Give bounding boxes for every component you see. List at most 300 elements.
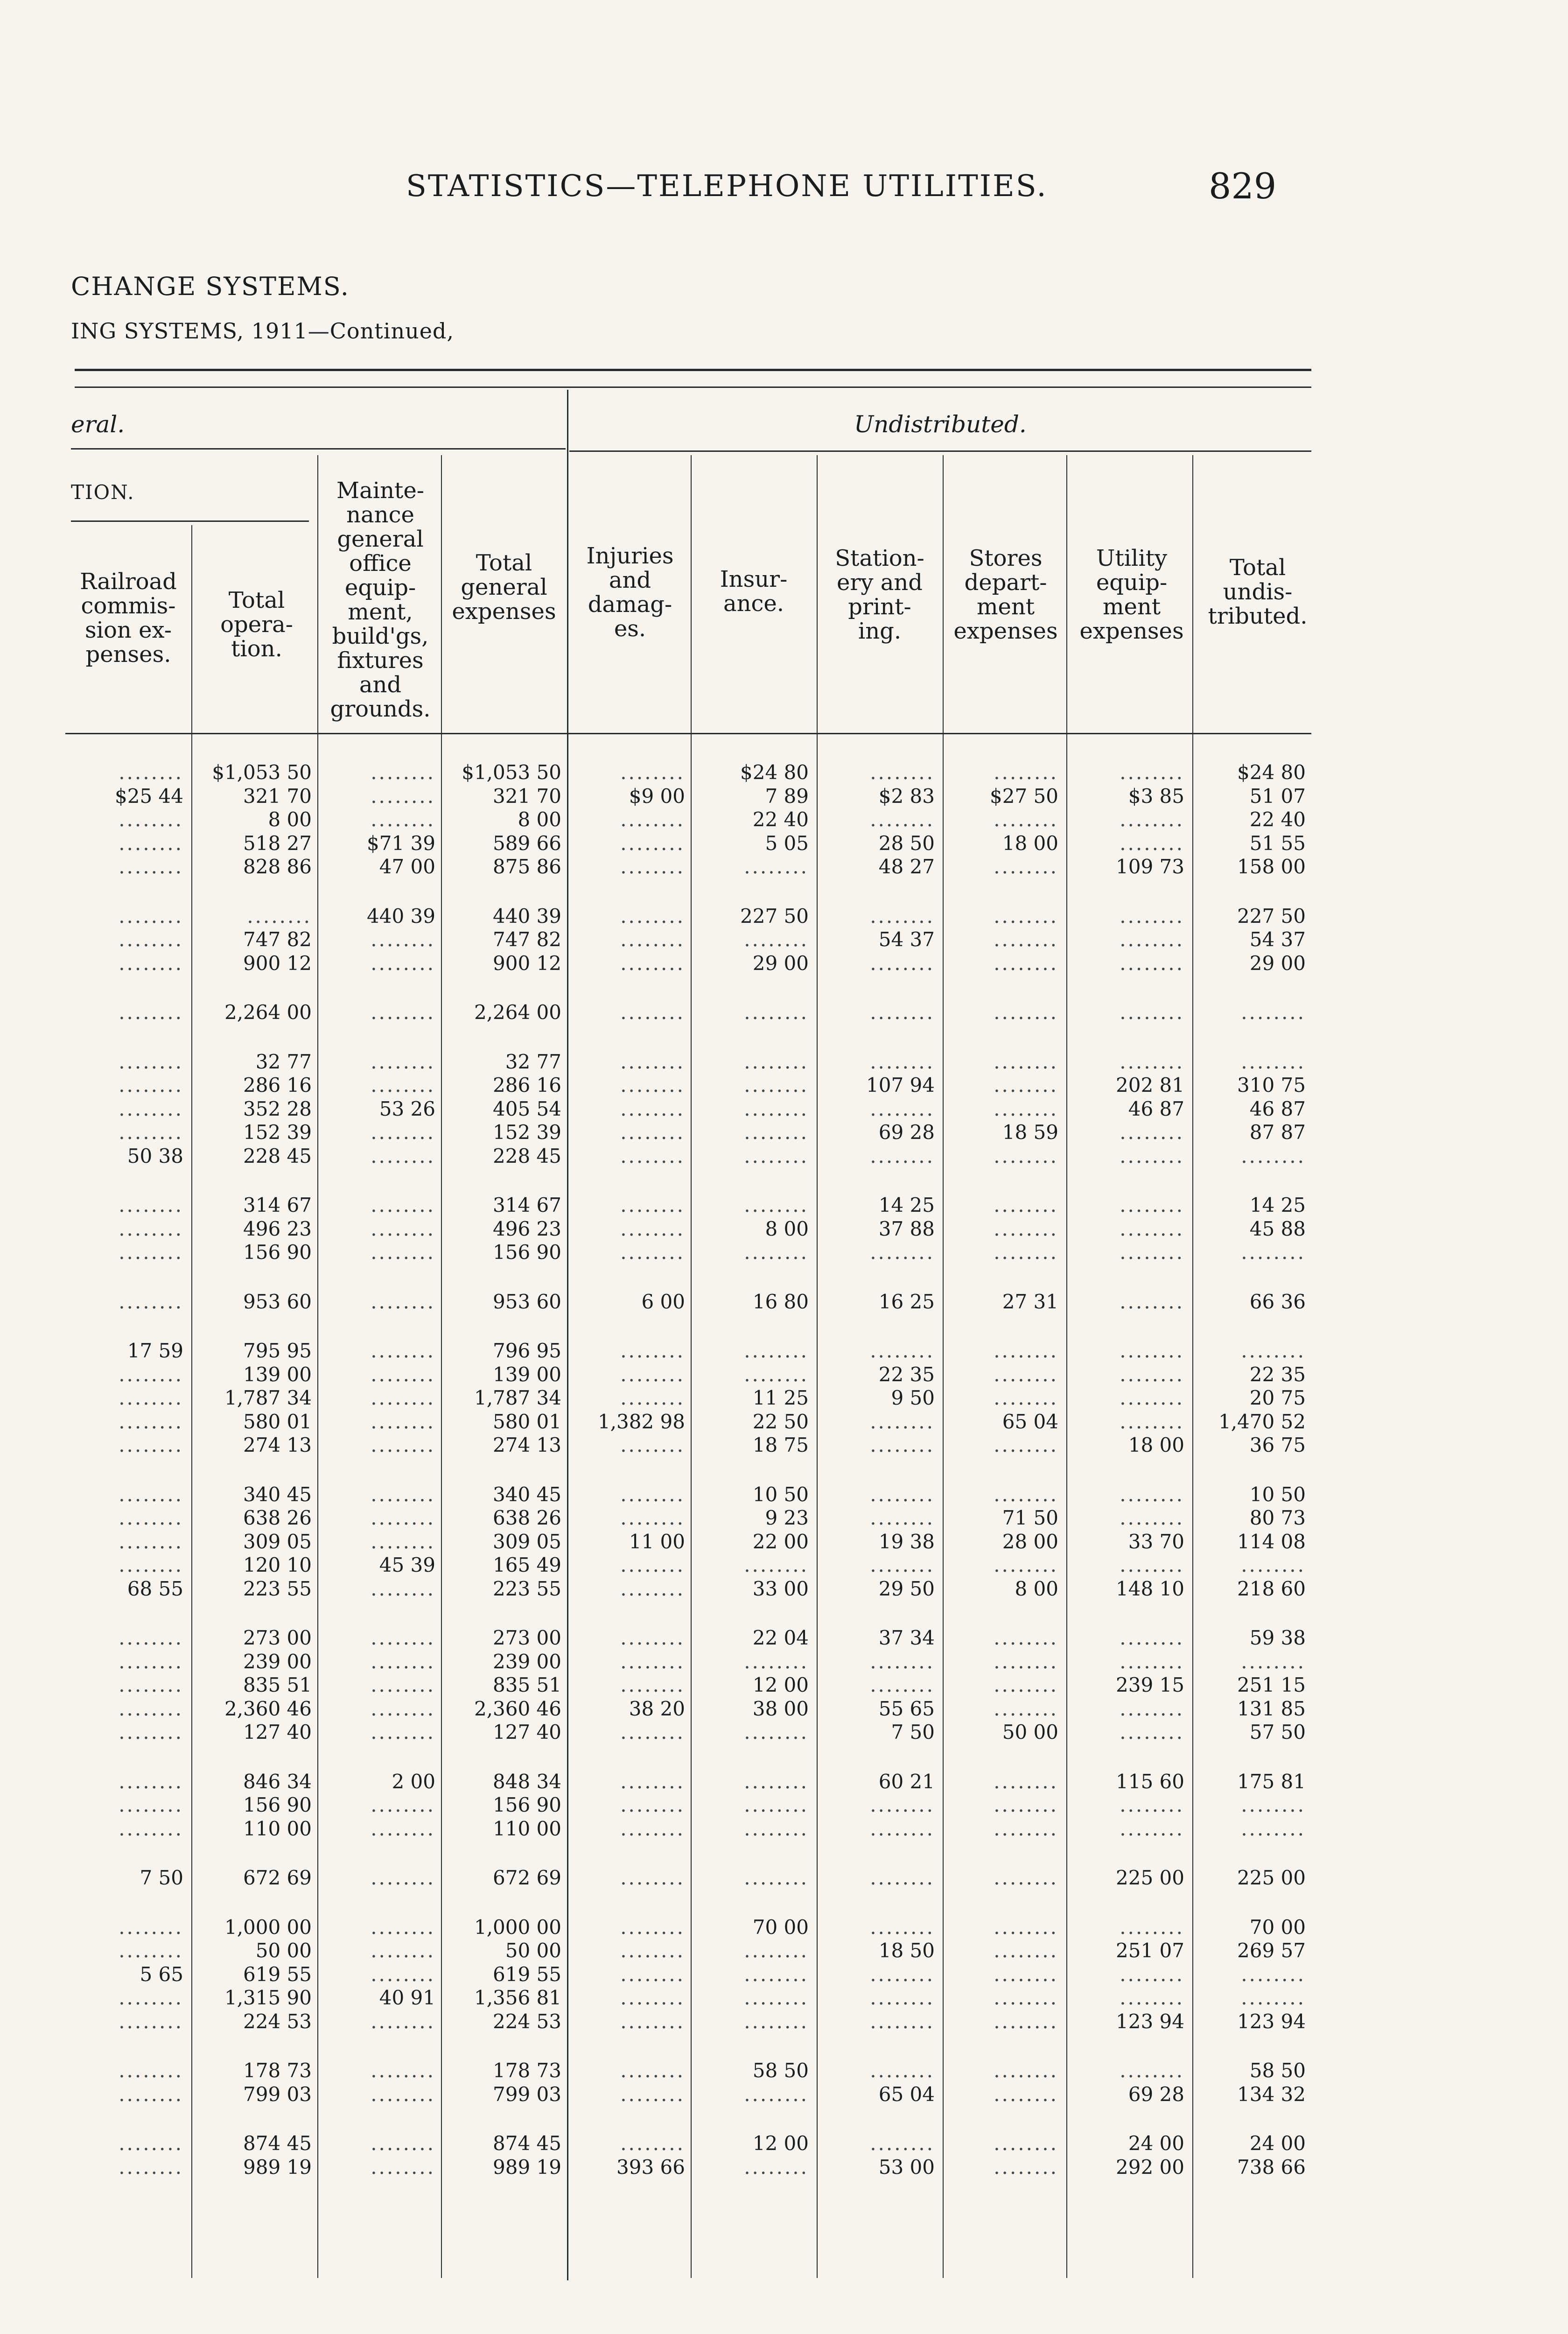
table-cell: 22 40 [752,808,809,831]
table-cell: ........ [620,1386,685,1409]
table-cell: $24 80 [740,761,809,784]
table-row [65,1434,1311,1457]
table-cell: 20 75 [1249,1386,1306,1409]
table-cell: ........ [1120,1721,1184,1743]
table-cell: ........ [870,1241,935,1264]
table-cell: 19 38 [878,1530,935,1553]
table-cell: ........ [994,904,1058,928]
table-cell: ........ [620,904,685,928]
table-cell: ........ [1120,1121,1184,1144]
table-cell: ........ [994,2155,1058,2179]
table-cell: 846 34 [243,1770,312,1793]
table-cell: ........ [994,1074,1058,1097]
table-cell: 518 27 [243,831,312,855]
table-cell: ........ [870,1554,935,1576]
table-cell: 165 49 [493,1554,561,1576]
table-cell: ........ [119,808,183,831]
table-cell: ........ [371,1866,435,1889]
table-cell: 619 55 [243,1962,312,1986]
table-cell: ........ [371,784,435,808]
table-row [65,1817,1311,1841]
table-cell: 139 00 [493,1363,561,1386]
table-cell: ........ [744,1339,809,1362]
table-cell: ........ [620,1050,685,1073]
table-cell: ........ [744,1721,809,1743]
table-cell: 828 86 [243,855,312,878]
table-cell: ........ [870,1506,935,1529]
table-cell: 6 00 [641,1290,685,1313]
table-cell: 393 66 [616,2155,685,2179]
table-cell: 11 00 [629,1530,685,1553]
table-cell: 18 00 [1128,1434,1184,1456]
table-cell: ........ [870,2059,935,2082]
table-cell: 16 25 [878,1290,935,1313]
table-cell: 273 00 [493,1626,561,1649]
table-cell: ........ [620,2010,685,2033]
table-cell: ........ [994,1554,1058,1576]
table-row [65,1986,1311,2010]
table-cell: 738 66 [1237,2155,1306,2179]
table-cell: 22 04 [752,1626,809,1649]
table-cell: ........ [620,1673,685,1696]
table-row [65,1793,1311,1817]
table-cell: ........ [1241,1339,1306,1362]
table-row [65,1554,1311,1577]
table-cell: 309 05 [493,1530,561,1553]
table-cell: 440 39 [493,904,561,928]
table-cell: 580 01 [493,1410,561,1433]
table-cell: ........ [1241,1050,1306,1073]
table-cell: 178 73 [243,2059,312,2082]
table-cell: ........ [620,1144,685,1167]
table-cell: ........ [119,855,183,878]
table-cell: ........ [994,1050,1058,1073]
table-cell: ........ [744,2082,809,2106]
table-cell: 69 28 [878,1121,935,1144]
table-cell: 71 50 [1002,1506,1058,1529]
table-cell: ........ [994,1217,1058,1240]
table-cell: ........ [620,1577,685,1600]
table-cell: 29 00 [1249,951,1306,975]
table-row [65,1697,1311,1721]
table-cell: 28 50 [878,831,935,855]
table-cell: 8 00 [765,1217,809,1240]
table-cell: ........ [1120,1915,1184,1939]
table-cell: ........ [1241,1241,1306,1264]
table-cell: 5 65 [140,1962,183,1986]
table-cell: ........ [620,1939,685,1962]
table-cell: 16 80 [752,1290,809,1313]
table-row [65,1241,1311,1265]
table-cell: ........ [620,1721,685,1743]
table-cell: ........ [870,1986,935,2009]
table-cell: ........ [994,1144,1058,1167]
table-cell: ........ [620,2059,685,2082]
table-cell: ........ [870,951,935,975]
table-row [65,2083,1311,2107]
table-cell: ........ [119,1554,183,1576]
table-cell: 796 95 [493,1339,561,1362]
table-row [65,761,1311,785]
table-cell: 224 53 [243,2010,312,2033]
table-cell: ........ [371,1697,435,1720]
table-cell: 7 50 [140,1866,183,1889]
table-cell: 1,787 34 [474,1386,561,1409]
table-row [65,1673,1311,1697]
table-cell: 29 50 [878,1577,935,1600]
table-cell: ........ [994,808,1058,831]
table-cell: ........ [620,1986,685,2009]
table-cell: ........ [119,1410,183,1433]
table-cell: ........ [744,1074,809,1097]
table-cell: ........ [119,2082,183,2106]
table-cell: 37 34 [878,1626,935,1649]
table-cell: 1,000 00 [474,1915,561,1939]
table-cell: 251 15 [1237,1673,1306,1696]
table-row [65,2010,1311,2034]
table-cell: ........ [119,1770,183,1793]
table-cell: ........ [1120,904,1184,928]
table-cell: ........ [371,1241,435,1264]
table-cell: ........ [620,1194,685,1216]
table-cell: ........ [620,1074,685,1097]
table-cell: ........ [119,1074,183,1097]
table-cell: 32 77 [255,1050,312,1073]
table-cell: ........ [119,1386,183,1409]
table-cell: 152 39 [243,1121,312,1144]
col-header-railroad: Railroad commis- sion ex- penses. [80,569,177,668]
table-cell: ........ [119,1650,183,1673]
table-cell: ........ [994,1962,1058,1986]
table-row [65,1001,1311,1025]
table-cell: ........ [744,855,809,878]
table-cell: 148 10 [1116,1577,1184,1600]
table-cell: 178 73 [493,2059,561,2082]
table-cell: 835 51 [493,1673,561,1696]
table-row [65,1386,1311,1410]
table-cell: ........ [744,1001,809,1024]
table-cell: ........ [994,2082,1058,2106]
table-cell: 874 45 [493,2132,561,2155]
table-cell: 1,470 52 [1218,1410,1306,1433]
table-cell: $1,053 50 [462,761,561,784]
table-cell: ........ [371,1410,435,1433]
table-cell: ........ [119,761,183,784]
table-cell: ........ [620,1217,685,1240]
table-cell: 50 00 [1002,1721,1058,1743]
table-cell: ........ [371,1290,435,1313]
table-cell: 33 70 [1128,1530,1184,1553]
table-cell: ........ [371,1817,435,1840]
table-cell: ........ [744,1650,809,1673]
table-cell: 799 03 [493,2082,561,2106]
table-cell: 989 19 [493,2155,561,2179]
table-cell: ........ [1120,1410,1184,1433]
table-cell: ........ [870,1097,935,1120]
table-cell: ........ [1120,1626,1184,1649]
table-cell: 340 45 [243,1483,312,1506]
table-cell: 69 28 [1128,2082,1184,2106]
table-cell: ........ [994,1986,1058,2009]
table-cell: ........ [870,1339,935,1362]
table-cell: ........ [371,1074,435,1097]
table-cell: ........ [371,1144,435,1167]
table-cell: 8 00 [1015,1577,1058,1600]
table-cell: 900 12 [493,951,561,975]
table-cell: ........ [744,1817,809,1840]
table-cell: ........ [994,1097,1058,1120]
table-cell: ........ [994,1697,1058,1720]
table-cell: 51 55 [1249,831,1306,855]
table-cell: 46 87 [1249,1097,1306,1120]
table-cell: 127 40 [243,1721,312,1743]
table-cell: 70 00 [752,1915,809,1939]
table-cell: 7 50 [891,1721,935,1743]
table-cell: ........ [620,1770,685,1793]
table-cell: 227 50 [740,904,809,928]
table-cell: ........ [620,1506,685,1529]
table-cell: ........ [371,1001,435,1024]
section-heading: CHANGE SYSTEMS. [71,272,350,301]
table-row [65,785,1311,808]
table-cell: ........ [1120,831,1184,855]
table-cell: ........ [1120,1554,1184,1576]
table-row [65,1963,1311,1987]
table-cell: 875 86 [493,855,561,878]
table-cell: ........ [371,1050,435,1073]
table-row [65,1097,1311,1121]
table-cell: ........ [870,1650,935,1673]
table-cell: ........ [1241,1817,1306,1840]
table-cell: 274 13 [243,1434,312,1456]
table-cell: 224 53 [493,2010,561,2033]
top-rule-2 [75,387,1311,388]
table-cell: ........ [119,951,183,975]
table-cell: ........ [119,1986,183,2009]
table-cell: ........ [744,1939,809,1962]
table-cell: ........ [1120,1217,1184,1240]
table-cell: 14 25 [1249,1194,1306,1216]
table-cell: ........ [1241,1001,1306,1024]
table-cell: ........ [994,1626,1058,1649]
table-cell: ........ [371,2082,435,2106]
table-row [65,1916,1311,1940]
table-cell: 18 75 [752,1434,809,1456]
table-row [65,1217,1311,1241]
table-cell: 269 57 [1237,1939,1306,1962]
table-cell: ........ [119,1817,183,1840]
table-cell: 46 87 [1128,1097,1184,1120]
table-cell: ........ [744,1194,809,1216]
table-cell: ........ [371,1577,435,1600]
table-cell: ........ [371,1386,435,1409]
table-cell: 24 00 [1249,2132,1306,2155]
table-cell: 8 00 [268,808,312,831]
table-cell: ........ [1120,1793,1184,1816]
table-cell: ........ [371,1217,435,1240]
table-cell: ........ [994,1241,1058,1264]
table-cell: 580 01 [243,1410,312,1433]
table-cell: $71 39 [367,831,435,855]
table-cell: 2,264 00 [474,1001,561,1024]
table-cell: ........ [620,831,685,855]
table-cell: 953 60 [243,1290,312,1313]
table-cell: 40 91 [379,1986,435,2009]
table-cell: 45 39 [379,1554,435,1576]
table-cell: 14 25 [878,1194,935,1216]
table-row [65,1145,1311,1168]
table-cell: ........ [744,1962,809,1986]
table-body [65,761,1311,2179]
table-row [65,1721,1311,1744]
table-cell: 900 12 [243,951,312,975]
table-cell: 114 08 [1237,1530,1306,1553]
table-cell: ........ [994,855,1058,878]
table-cell: 53 00 [878,2155,935,2179]
table-caption: ING SYSTEMS, 1911—Continued, [71,318,454,344]
table-cell: 9 50 [891,1386,935,1409]
table-cell: ........ [119,904,183,928]
table-cell: ........ [1241,1962,1306,1986]
group-rule-left [71,448,566,450]
table-cell: 223 55 [493,1577,561,1600]
table-cell: 638 26 [243,1506,312,1529]
table-cell: ........ [994,2010,1058,2033]
table-cell: ........ [1241,1554,1306,1576]
table-cell: ........ [371,2059,435,2082]
table-cell: ........ [994,1673,1058,1696]
table-cell: ........ [119,2059,183,2082]
table-cell: ........ [620,1915,685,1939]
table-cell: 1,787 34 [224,1386,312,1409]
table-cell: 80 73 [1249,1506,1306,1529]
table-cell: ........ [371,1506,435,1529]
table-cell: ........ [994,1650,1058,1673]
table-cell: 110 00 [493,1817,561,1840]
table-cell: ........ [1120,1483,1184,1506]
table-cell: ........ [620,1339,685,1362]
table-cell: 65 04 [878,2082,935,2106]
col-header-utility: Utility equip- ment expenses [1079,545,1184,644]
table-cell: 107 94 [866,1074,935,1097]
table-cell: 50 38 [127,1144,183,1167]
table-cell: 123 94 [1116,2010,1184,2033]
table-cell: ........ [994,1866,1058,1889]
table-cell: ........ [870,1962,935,1986]
table-cell: ........ [1241,1650,1306,1673]
table-cell: ........ [1120,1986,1184,2009]
table-cell: ........ [371,1434,435,1456]
table-cell: ........ [1120,1386,1184,1409]
table-cell: ........ [1241,1793,1306,1816]
table-cell: ........ [870,1866,935,1889]
col-header-total-operation: Total opera- tion. [220,587,293,662]
table-cell: 32 77 [505,1050,561,1073]
table-cell: ........ [870,1915,935,1939]
table-cell: 50 00 [255,1939,312,1962]
table-cell: ........ [371,2132,435,2155]
table-row [65,1939,1311,1963]
table-cell: ........ [119,1121,183,1144]
table-cell: 405 54 [493,1097,561,1120]
table-cell: ........ [371,2010,435,2033]
table-cell: ........ [620,1434,685,1456]
table-cell: ........ [119,1506,183,1529]
group-header-general: eral. [71,411,125,438]
table-cell: 2,360 46 [224,1697,312,1720]
col-header-insurance: Insur- ance. [720,566,788,617]
table-row [65,1770,1311,1794]
table-cell: 48 27 [878,855,935,878]
table-cell: 12 00 [752,2132,809,2155]
table-cell: 218 60 [1237,1577,1306,1600]
table-cell: ........ [744,1986,809,2009]
table-cell: ........ [1120,1506,1184,1529]
table-cell: ........ [620,1793,685,1816]
table-cell: 440 39 [367,904,435,928]
table-row [65,1121,1311,1145]
table-cell: ........ [620,2082,685,2106]
table-cell: 58 50 [1249,2059,1306,2082]
table-cell: ........ [870,2010,935,2033]
table-cell: ........ [994,1001,1058,1024]
table-cell: 24 00 [1128,2132,1184,2155]
table-row [65,1530,1311,1554]
table-cell: ........ [1120,1339,1184,1362]
table-cell: 672 69 [493,1866,561,1889]
table-cell: ........ [371,1962,435,1986]
table-cell: 36 75 [1249,1434,1306,1456]
table-cell: 589 66 [493,831,561,855]
table-cell: 50 00 [505,1939,561,1962]
table-cell: ........ [744,1241,809,1264]
table-cell: ........ [1120,2059,1184,2082]
table-cell: 292 00 [1116,2155,1184,2179]
table-cell: 123 94 [1237,2010,1306,2033]
table-cell: 496 23 [493,1217,561,1240]
table-cell: ........ [371,1721,435,1743]
table-cell: ........ [371,2155,435,2179]
table-cell: ........ [744,2010,809,2033]
table-cell: 9 23 [765,1506,809,1529]
table-cell: 321 70 [493,784,561,808]
table-cell: 286 16 [493,1074,561,1097]
table-cell: 68 55 [127,1577,183,1600]
table-cell: ........ [1120,1001,1184,1024]
table-cell: 38 20 [629,1697,685,1720]
table-cell: 60 21 [878,1770,935,1793]
table-cell: 65 04 [1002,1410,1058,1433]
table-cell: 22 50 [752,1410,809,1433]
table-cell: ........ [1241,1144,1306,1167]
table-cell: ........ [870,761,935,784]
table-row [65,1483,1311,1507]
table-cell: 158 00 [1237,855,1306,878]
top-rule [75,369,1311,371]
table-cell: ........ [994,951,1058,975]
table-cell: ........ [744,1050,809,1073]
table-cell: 799 03 [243,2082,312,2106]
table-cell: 251 07 [1116,1939,1184,1962]
table-cell: ........ [371,1650,435,1673]
table-cell: ........ [1120,1363,1184,1386]
table-cell: ........ [870,1050,935,1073]
table-cell: 310 75 [1237,1074,1306,1097]
table-cell: ........ [744,1554,809,1576]
table-cell: 10 50 [752,1483,809,1506]
table-cell: ........ [744,2155,809,2179]
table-cell: ........ [371,1483,435,1506]
